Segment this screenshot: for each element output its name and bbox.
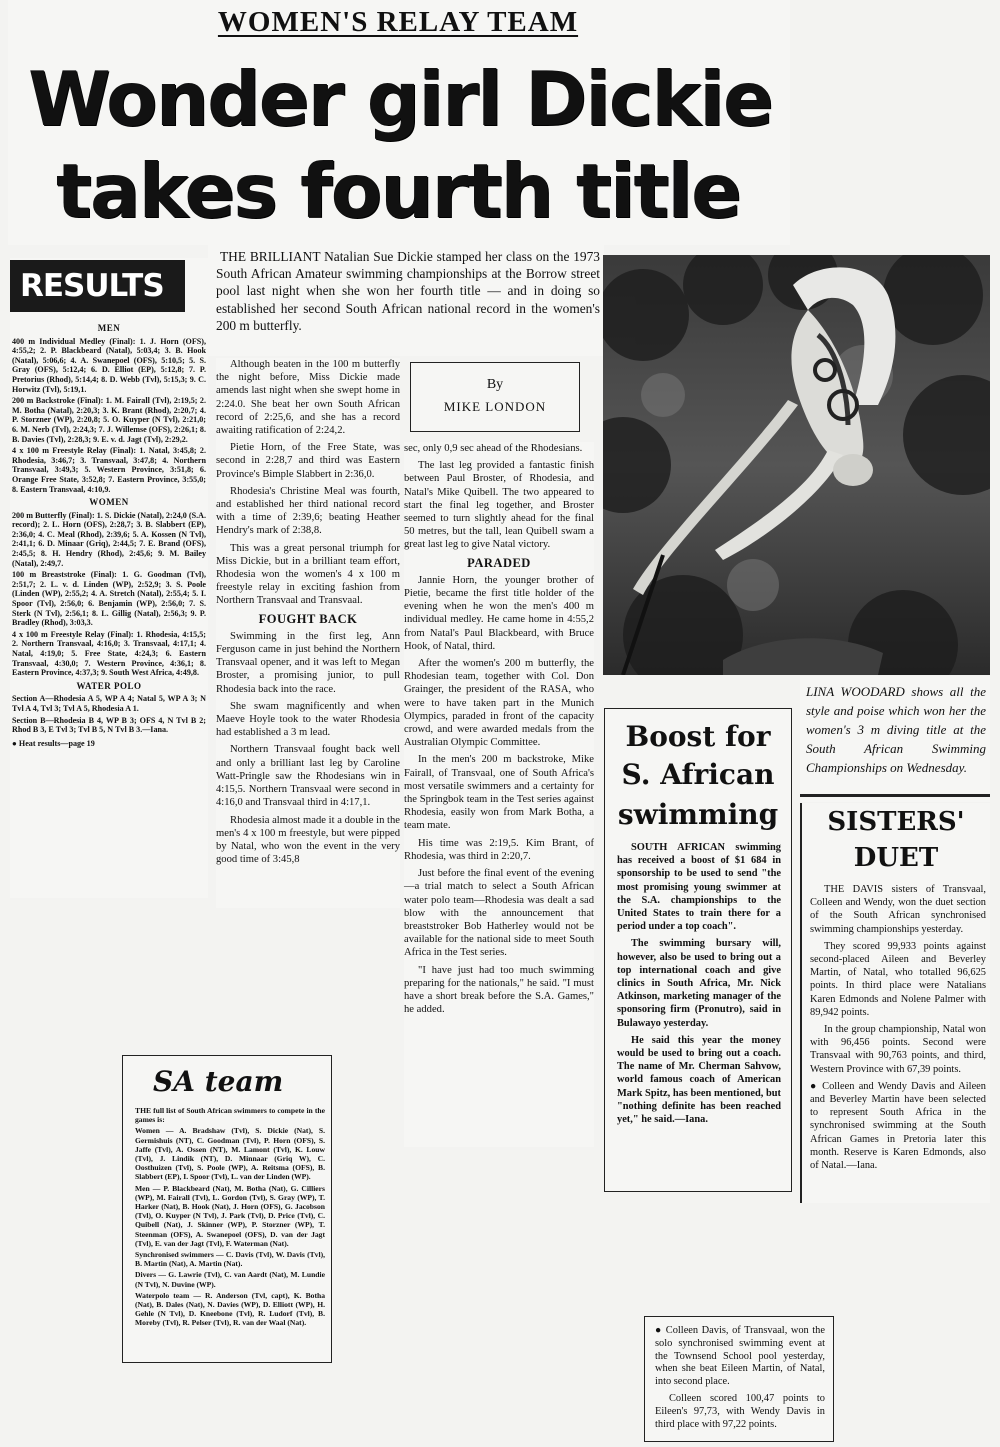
- story-column-1: [216, 358, 400, 908]
- boost-body: [605, 841, 791, 1126]
- sisters-duet-box: [800, 803, 990, 1203]
- story-1b-para-1: Swimming in the first leg, Ann Ferguson came in just behind the Northern Transvaal opener, and it was left to Megan Broster, a promising junior, to pull Rhodesia back into the race.: [216, 630, 400, 695]
- subhead-fought-back: FOUGHT BACK: [258, 611, 358, 626]
- sisters-body: [802, 883, 990, 1172]
- results-footer: ● Heat results—page 19: [12, 738, 95, 748]
- result-women-1: 200 m Butterfly (Final): 1. S. Dickie (Natal), 2:24,0 (S.A. record); 2. L. Horn (OFS), 2:28,7; 3. B. Slabbert (EP), 2:36,0; 4. C. Meal (Rhod), 2:39,6; 5. A. Kossen (N Tvl), 2:41,1; 6. D. Minaar (Griq), 2:44,5; 7. E. Brand (OFS), 2:45,5; 8. H. Hendry (Rhod), 2:45,6; 9. M. Bailey (Natal), 2:49,7.: [12, 510, 206, 568]
- diver-photo: [603, 255, 990, 675]
- results-women-heading: WOMEN: [89, 497, 129, 508]
- headline-line-1: Wonder girl Dickie: [28, 55, 772, 143]
- colleen-box: [644, 1316, 834, 1442]
- sa-team-divers: Divers — G. Lawrie (Tvl), C. van Aardt (Nat), M. Lundie (N Tvl), N. Duvine (WP).: [135, 1270, 325, 1289]
- result-polo-2: Section B—Rhodesia B 4, WP B 3; OFS 4, N Tvl B 2; Rhod B 3, E Tvl 3; Tvl B 5, N Tvl B 3.—Iana.: [12, 715, 206, 735]
- byline-by: By: [486, 377, 504, 392]
- story-2b-para-2: After the women's 200 m butterfly, the Rhodesian team, together with Col. Don Grainger, the president of the RASA, who were to have taken part in the Munich Olympics, paraded in front of the capacity crowd, and were awarded medals from the Australian Olympic Committee.: [404, 658, 594, 749]
- results-body: [12, 320, 206, 750]
- story-1-para-1: Although beaten in the 100 m butterfly the night before, Miss Dickie made amends last night when she swept home in 2:24.0. She beat her own South African record of 2:25,6, and she has a record awaiting ratification of 2:24,2.: [216, 359, 400, 437]
- result-women-2: 100 m Breaststroke (Final): 1. G. Goodman (Tvl), 2:51,7; 2. L. v. d. Linden (WP), 2:52,9; 3. S. Poole (Linden (WP), 2:55,2; 4. A. Stretch (Natal), 2:55,4; 5. I. Spoor (Tvl), 2:56,0; 6. Benjamin (WP), 2:56,0; 7. S. Sterk (N Tvl), 2:56,1; 8. L. Gillig (Natal), 2:56,3; 9. P. Bradley (Rhod), 3:03,3.: [12, 570, 206, 628]
- colleen-para-1: ● Colleen Davis, of Transvaal, won the solo synchronised swimming event at the Townsend School pool yesterday, when she beat Eileen Martin, of Natal, into second place.: [655, 1325, 825, 1388]
- result-men-2: 200 m Backstroke (Final): 1. M. Fairall (Tvl), 2:19,5; 2. M. Botha (Natal), 2:20,3; 3. K. Brant (Rhod), 2:20,7; 4. P. Storzner (WP), 2:20,8; 5. O. Kuyper (N Tvl), 2:21,0; 6. M. Nerb (Tvl), 2:24,3; 7. J. Willemse (OFS), 2:26,1; 8. B. Davies (Tvl), 2:28,3; 9. E. v. d. Jagt (Tvl), 2:29,2.: [12, 396, 206, 444]
- story-2-para-1: sec, only 0,9 sec ahead of the Rhodesians.: [404, 443, 583, 454]
- sa-team-men: Men — P. Blackbeard (Nat), M. Botha (Nat), G. Cilliers (WP), M. Fairall (Tvl), L. Gordon (Tvl), S. Gray (WP), T. Harker (Nat), B. Hook (Nat), J. Horn (OFS), G. Jacobson (Tvl), O. Kuyper (N Tvl), J. Park (Tvl), D. Price (Tvl), C. Quibell (Nat), J. Skinner (WP), P. Storzner (WP), T. Steenman (OFS), A. Swanepoel (OFS), D. van der Jagt (Tvl), E. van der Jagt (Tvl), F. Waterman (Nat).: [135, 1183, 325, 1248]
- caption-rule: [800, 794, 990, 797]
- results-men-heading: MEN: [97, 323, 121, 333]
- story-column-2: [404, 442, 594, 1147]
- colleen-para-2: Colleen scored 100,47 points to Eileen's 97,73, with Wendy Davis in third place with 97,22 points.: [655, 1392, 825, 1430]
- sisters-para-2: They scored 99,933 points against second-placed Aileen and Beverley Martin, of Natal, who totalled 96,625 points. In third place were Natalians Karen Edmonds and Nolene Palmer with 89,942 points.: [810, 940, 986, 1018]
- sisters-para-4: ● Colleen and Wendy Davis and Aileen and Beverley Martin have been selected to represent South Africa in the synchronised swimming at the South African Games in Pretoria later this month. Reserve is Karen Edmonds, also of Natal.—Iana.: [810, 1080, 986, 1172]
- sisters-para-3: In the group championship, Natal won with 96,456 points. Second were Transvaal with 90,763 points, and third, Western Province with 67,39 points.: [810, 1024, 986, 1075]
- byline-name: MIKE LONDON: [443, 399, 547, 414]
- result-women-3: 4 x 100 m Freestyle Relay (Final): 1. Rhodesia, 4:15,5; 2. Northern Transvaal, 4:16,0; 3. Transvaal, 4:17,1; 4. Natal, 4:19,0; 5. Free State, 4:24,3; 6. Eastern Transvaal, 4:30,0; 7. Western Province, 4:36,1; 8. Eastern Province, 4:37,3; 9. South West Africa, 4:49,8.: [12, 629, 206, 678]
- sa-team-synchro: Synchronised swimmers — C. Davis (Tvl), W. Davis (Tvl), B. Martin (Nat), A. Martin (Nat).: [135, 1250, 325, 1269]
- headline-line-2: takes fourth title: [56, 147, 740, 235]
- boost-para-1: SOUTH AFRICAN swimming has received a boost of $1 684 in sponsorship to be used to send "the most promising young swimmer at the S.A. championships to the United States to train there for a period under a top coach".: [617, 842, 781, 933]
- story-1b-para-4: Rhodesia almost made it a double in the men's 4 x 100 m freestyle, but were pipped by Natal, who won the event in the very good time of 3:45,8: [216, 814, 400, 866]
- story-2b-para-1: Jannie Horn, the younger brother of Pietie, became the first title holder of the evening when he won the men's 400 m individual medley. He came home in 4:55,2 from Natal's Paul Blackbeard, with Bruce Hook, of Natal, third.: [404, 574, 594, 652]
- sisters-para-1: THE DAVIS sisters of Transvaal, Colleen and Wendy, won the duet section of the South African synchronised swimming championships yesterday.: [810, 884, 986, 935]
- headline-clipping: [8, 0, 790, 245]
- story-2-para-2: The last leg provided a fantastic finish between Paul Broster, of Rhodesia, and Natal's Mike Quibell. The two appeared to start the final leg together, and Broster seemed to turn slightly ahead for the final 50 metres, but the tall, lean Quibell swam a great last leg to give Natal victory.: [404, 460, 594, 551]
- lead-paragraph-block: [208, 244, 604, 356]
- story-2b-para-5: Just before the final event of the evening—a trial match to select a South African water polo team—Rhodesia was dealt a sad blow with the announcement that breaststroker Bob Hatherley would not be available for the national side to meet South Africa in the Test series.: [404, 868, 594, 959]
- story-1-para-4: This was a great personal triumph for Miss Dickie, but in a brilliant team effort, Rhodesia won the women's 4 x 100 m freestyle relay in exciting fashion from Northern Transvaal and Transvaal.: [216, 542, 400, 607]
- photo-caption: [800, 676, 990, 802]
- kicker: WOMEN'S RELAY TEAM: [217, 6, 579, 38]
- sa-team-women: Women — A. Bradshaw (Tvl), S. Dickie (Nat), S. Germishuis (NT), C. Goodman (Tvl), P. Horn (OFS), S. Jaffe (Tvl), A. Ossen (NT), M. Lamont (Tvl), K. Louw (Tvl), J. Lindik (NT), D. Minnaar (Griq W), C. Oosthuizen (Tvl), S. Poole (WP), A. Reitsma (OFS), B. Slabbert (EP), I. Spoor (Tvl), L. van der Linden (WP).: [135, 1126, 325, 1182]
- results-heading: [10, 260, 185, 312]
- story-2b-para-6: "I have just had too much swimming preparing for the nationals," he said. "I must have a short break before the S.A. Games," he added.: [404, 964, 594, 1016]
- sa-team-box: [122, 1055, 332, 1363]
- lead-paragraph: THE BRILLIANT Natalian Sue Dickie stamped her class on the 1973 South African Amateur swimming championships at the Borrow street pool last night when she won her fourth title — and in doing so established her second South African national record in the women's 200 m butterfly.: [216, 249, 600, 333]
- byline-box: [410, 362, 580, 432]
- sa-team-headline: SA team: [153, 1065, 284, 1098]
- result-men-3: 4 x 100 m Freestyle Relay (Final): 1. Natal, 3:45,8; 2. Rhodesia, 3:46,7; 3. Transvaal, 3:47,8; 4. Northern Transvaal, 3:49,3; 5. Western Province, 3:51,8; 6. Orange Free State, 3:52,8; 7. Eastern Province, 3:55,0; 8. Eastern Transvaal, 4:10,9.: [12, 446, 206, 494]
- story-1b-para-2: She swam magnificently and when Maeve Hoyle took to the water Rhodesia had established a 3 m lead.: [216, 700, 400, 739]
- boost-headline-2: S. African: [621, 758, 775, 791]
- story-1-para-3: Rhodesia's Christine Meal was fourth, and established her third national record with a time of 2:39,6; beating Heather Hendry's mark of 2:38,8.: [216, 485, 400, 537]
- boost-para-3: He said this year the money would be used to bring out a coach. The name of Mr. Cherman Sahvow, world famous coach of American Mark Spitz, has been mentioned, but "nothing definite has been reached yet," he said.—Iana.: [617, 1034, 781, 1126]
- photo-caption-text: LINA WOODARD shows all the style and poise which won her the women's 3 m diving title at the South African Swimming Championships on Wednesday.: [806, 684, 986, 775]
- story-1b-para-3: Northern Transvaal fought back well and only a brilliant last leg by Caroline Watt-Pringle saw the Rhodesians win in 4:15,5. Northern Transvaal were second in 4:16,0 and Transvaal third in 4:17,1.: [216, 744, 400, 809]
- sa-team-waterpolo: Waterpolo team — R. Anderson (Tvl, capt), K. Botha (Nat), B. Dales (Nat), N. Davies (WP), D. Elliott (WP), H. Gehle (N Tvl), D. Kneebone (Tvl), R. Ludorf (Tvl), B. Moreby (Tvl), R. Pelser (Tvl), R. van der Waal (Nat).: [135, 1290, 325, 1328]
- result-polo-1: Section A—Rhodesia A 5, WP A 4; Natal 5, WP A 3; N Tvl A 4, Tvl 3; Tvl A 5, Rhodesia A 1.: [12, 694, 206, 713]
- sa-team-intro: THE full list of South African swimmers to compete in the games is:: [135, 1106, 325, 1125]
- story-2b-para-3: In the men's 200 m backstroke, Mike Fairall, of Transvaal, one of South Africa's most versatile swimmers and a certainty for the Springbok team in the Test series against Rhodesia, easily won from Mark Botha, a team mate.: [404, 754, 594, 832]
- story-2b-para-4: His time was 2:19,5. Kim Brant, of Rhodesia, was third in 2:20,7.: [404, 837, 594, 862]
- subhead-paraded: PARADED: [467, 555, 531, 570]
- results-polo-heading: WATER POLO: [76, 680, 142, 691]
- sisters-headline-2: DUET: [853, 843, 939, 873]
- results-column: [10, 258, 208, 898]
- boost-para-2: The swimming bursary will, however, also be used to bring out a top international coach and give clinics in South Africa, Mr. Nick Atkinson, marketing manager of the sponsoring firm (Pronutro), said in Bulawayo yesterday.: [617, 938, 781, 1029]
- boost-headline-3: swimming: [617, 798, 779, 831]
- colleen-body: [645, 1317, 833, 1431]
- results-heading-text: RESULTS: [20, 268, 164, 304]
- boost-box: [604, 708, 792, 1192]
- result-men-1: 400 m Individual Medley (Final): 1. J. Horn (OFS), 4:55,2; 2. P. Blackbeard (Natal), 5:03,4; 3. B. Hook (Natal), 5:06,6; 4. A. Swanepoel (OFS), 5:10,5; 5. S. Gray (OFS), 5:12,4; 6. D. Elliot (EP), 5:12,8; 7. P. Pretorius (Rhod), 5:14,4; 8. D. Webb (Tvl), 5:15,3; 9. C. Horwitz (Tvl), 5:19,1.: [12, 336, 206, 394]
- diver-photo-illustration: [603, 255, 990, 675]
- sa-team-body: [123, 1106, 331, 1328]
- boost-headline-1: Boost for: [625, 720, 771, 753]
- sisters-headline-1: SISTERS': [827, 807, 965, 837]
- story-1-para-2: Pietie Horn, of the Free State, was second in 2:28,7 and third was Eastern Province's Bimple Slabbert in 2:36,0.: [216, 442, 400, 480]
